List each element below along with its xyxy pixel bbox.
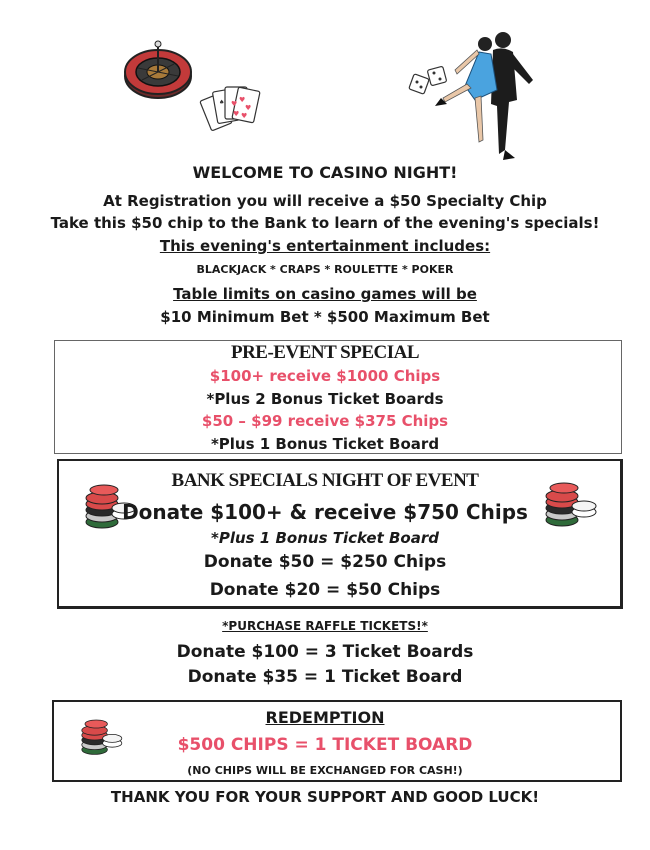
svg-text:♠: ♠ xyxy=(219,99,225,106)
registration-line: At Registration you will receive a $50 Specialty Chip xyxy=(103,192,547,210)
pre-event-title: PRE-EVENT SPECIAL xyxy=(230,342,420,363)
bank-specials-main: Donate $100+ & receive $750 Chips xyxy=(122,500,528,524)
roulette-wheel-icon xyxy=(124,38,194,102)
raffle-option1: Donate $100 = 3 Ticket Boards xyxy=(176,642,474,662)
bank-specials-title: BANK SPECIALS NIGHT OF EVENT xyxy=(171,470,479,491)
pre-event-tier1-bonus: *Plus 2 Bonus Ticket Boards xyxy=(206,390,444,408)
limits-line: $10 Minimum Bet * $500 Maximum Bet xyxy=(160,308,490,326)
redemption-note: (NO CHIPS WILL BE EXCHANGED FOR CASH!) xyxy=(187,764,463,777)
redemption-rate: $500 CHIPS = 1 TICKET BOARD xyxy=(177,735,473,755)
raffle-heading: *PURCHASE RAFFLE TICKETS!* xyxy=(222,619,428,633)
bank-specials-option2: Donate $50 = $250 Chips xyxy=(203,552,447,572)
redemption-title: REDEMPTION xyxy=(265,708,385,727)
svg-text:♥: ♥ xyxy=(245,104,252,112)
svg-text:♥: ♥ xyxy=(241,112,248,120)
bank-specials-main-bonus: *Plus 1 Bonus Ticket Board xyxy=(211,529,439,547)
bank-specials-option3: Donate $20 = $50 Chips xyxy=(209,580,441,600)
thank-you-line: THANK YOU FOR YOUR SUPPORT AND GOOD LUCK! xyxy=(110,788,540,806)
dancers-with-dice-icon xyxy=(405,30,545,170)
bank-line: Take this $50 chip to the Bank to learn of the evening's specials! xyxy=(50,214,600,232)
svg-text:♥: ♥ xyxy=(231,100,238,108)
pre-event-tier2: $50 – $99 receive $375 Chips xyxy=(201,412,449,430)
svg-text:♥: ♥ xyxy=(239,96,246,104)
welcome-heading: WELCOME TO CASINO NIGHT! xyxy=(192,163,458,182)
svg-text:♥: ♥ xyxy=(233,110,240,118)
pre-event-tier1: $100+ receive $1000 Chips xyxy=(209,367,441,385)
games-list: BLACKJACK * CRAPS * ROULETTE * POKER xyxy=(196,263,454,276)
playing-cards-icon xyxy=(203,80,265,144)
raffle-option2: Donate $35 = 1 Ticket Board xyxy=(187,667,463,687)
limits-heading: Table limits on casino games will be xyxy=(173,285,477,303)
entertainment-heading: This evening's entertainment includes: xyxy=(159,237,491,255)
pre-event-tier2-bonus: *Plus 1 Bonus Ticket Board xyxy=(210,435,440,453)
